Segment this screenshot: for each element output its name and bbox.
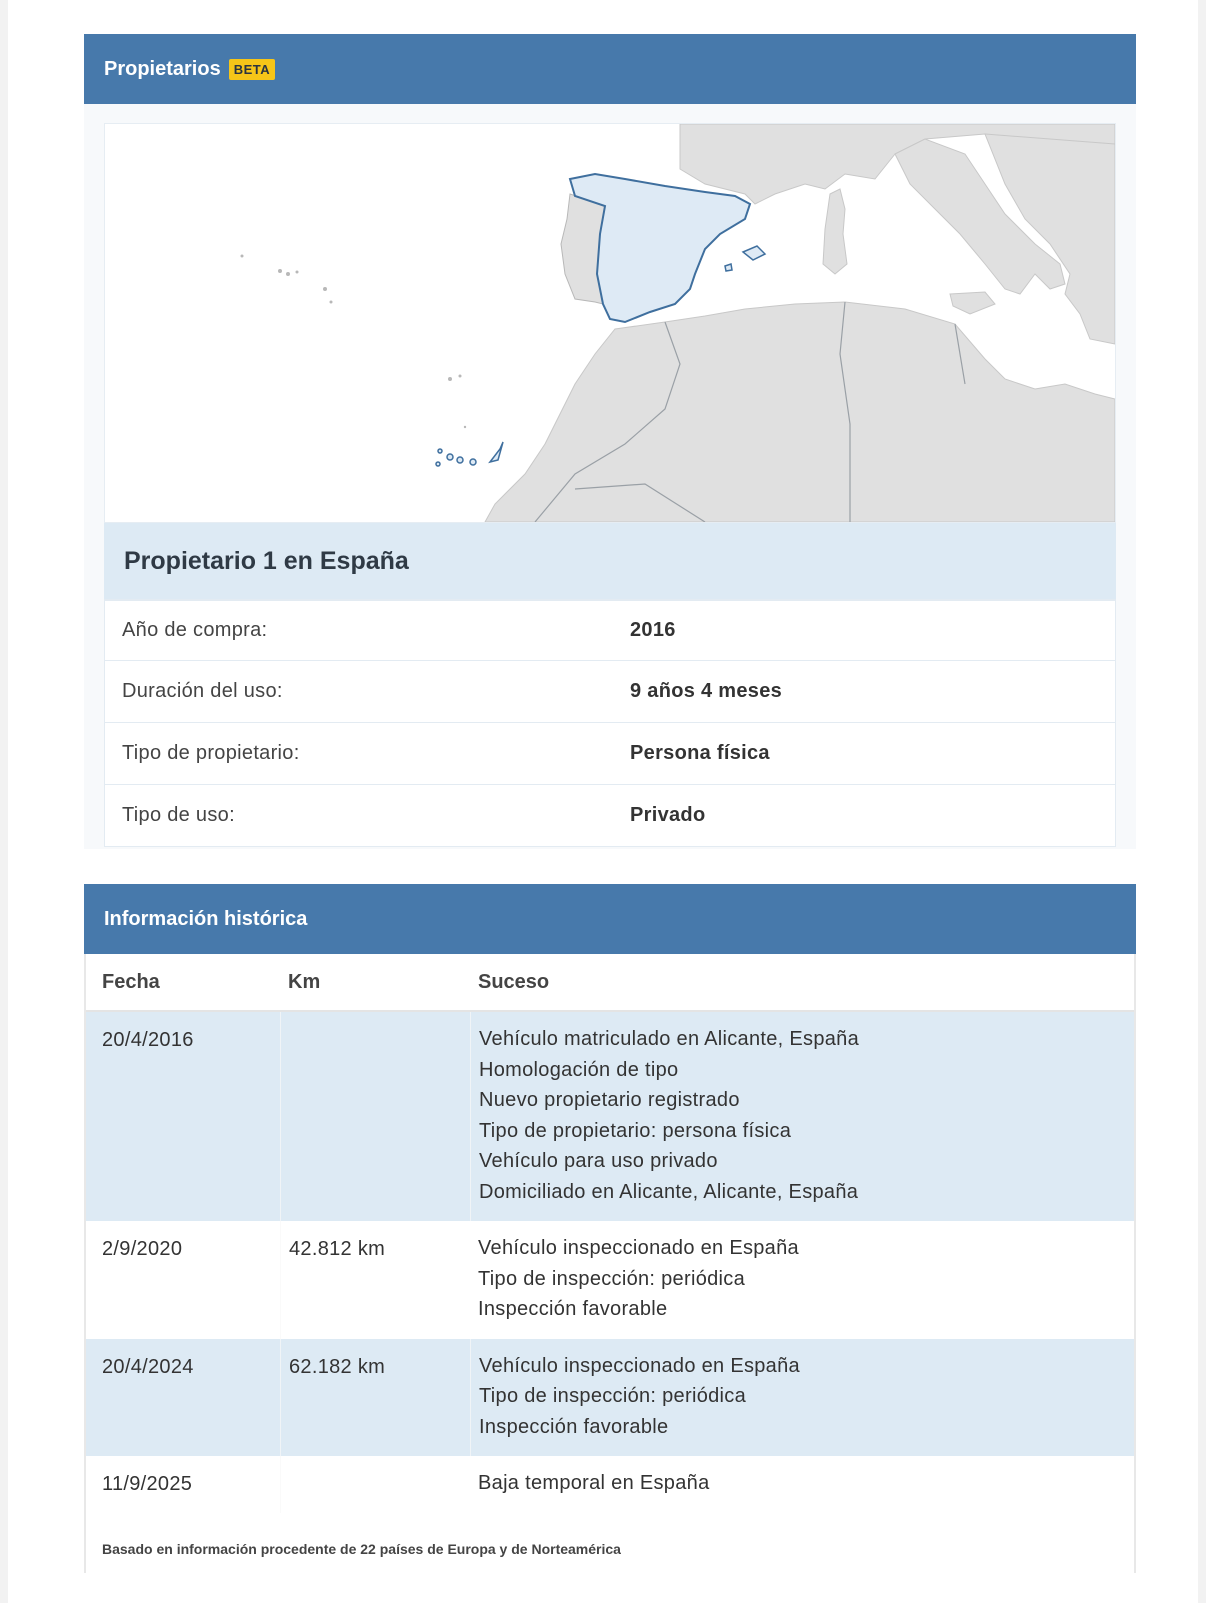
- table-row: [86, 1012, 1134, 1221]
- event-line: Tipo de propietario: persona física: [479, 1119, 792, 1142]
- detail-value: 9 años 4 meses: [630, 680, 783, 702]
- history-card: [84, 884, 1136, 1573]
- detail-row: [104, 785, 1116, 847]
- row-date: 11/9/2025: [102, 1473, 193, 1495]
- row-km: [280, 1456, 470, 1513]
- owners-title: Propietarios: [104, 57, 221, 80]
- detail-row: [104, 661, 1116, 723]
- detail-value: Privado: [630, 804, 706, 826]
- table-row: [86, 1221, 1134, 1339]
- detail-label: Tipo de propietario:: [122, 742, 300, 764]
- event-line: Baja temporal en España: [478, 1472, 710, 1494]
- row-events: [470, 1221, 1134, 1339]
- row-events: [470, 1456, 1134, 1513]
- table-header: [86, 954, 1134, 1012]
- row-km: [280, 1012, 470, 1221]
- event-line: Inspección favorable: [478, 1298, 668, 1320]
- column-header-event: Suceso: [478, 970, 550, 993]
- owners-card: [84, 34, 1136, 849]
- owners-header: [84, 34, 1136, 104]
- row-date: 20/4/2016: [102, 1029, 194, 1051]
- event-line: Nuevo propietario registrado: [479, 1089, 740, 1111]
- row-events: [470, 1012, 1134, 1221]
- history-title: Información histórica: [104, 907, 308, 930]
- row-date: 20/4/2024: [102, 1355, 194, 1378]
- row-km: 62.182 km: [280, 1339, 470, 1457]
- event-line: Tipo de inspección: periódica: [479, 1385, 747, 1407]
- history-table: [84, 954, 1136, 1573]
- event-line: Domiciliado en Alicante, Alicante, España: [479, 1180, 859, 1203]
- event-line: Inspección favorable: [479, 1415, 669, 1438]
- event-line: Homologación de tipo: [479, 1058, 679, 1081]
- row-date: 2/9/2020: [102, 1238, 183, 1260]
- detail-value: Persona física: [630, 742, 770, 764]
- detail-value: 2016: [630, 619, 676, 641]
- event-line: Vehículo inspeccionado en España: [478, 1237, 799, 1259]
- row-km: 42.812 km: [289, 1238, 386, 1260]
- map-svg: [105, 124, 1115, 522]
- table-row: [86, 1456, 1134, 1513]
- detail-row: [104, 723, 1116, 785]
- history-header: [84, 884, 1136, 954]
- footnote: Basado en información procedente de 22 países de Europa y de Norteamérica: [102, 1541, 621, 1557]
- detail-label: Tipo de uso:: [122, 804, 235, 826]
- table-row: [86, 1339, 1134, 1457]
- column-header-km: Km: [288, 970, 321, 993]
- beta-badge: BETA: [229, 59, 275, 80]
- detail-row: [104, 599, 1116, 661]
- detail-label: Año de compra:: [122, 619, 268, 641]
- owner-details: [104, 599, 1116, 847]
- owner-location-map[interactable]: [104, 123, 1116, 523]
- event-line: Vehículo para uso privado: [479, 1150, 718, 1172]
- detail-label: Duración del uso:: [122, 680, 283, 702]
- column-header-date: Fecha: [102, 970, 160, 993]
- owner-title: Propietario 1 en España: [104, 523, 1116, 599]
- page: [8, 0, 1198, 1603]
- event-line: Vehículo matriculado en Alicante, España: [479, 1028, 860, 1050]
- row-events: [470, 1339, 1134, 1457]
- event-line: Vehículo inspeccionado en España: [479, 1354, 800, 1377]
- event-line: Tipo de inspección: periódica: [478, 1267, 746, 1290]
